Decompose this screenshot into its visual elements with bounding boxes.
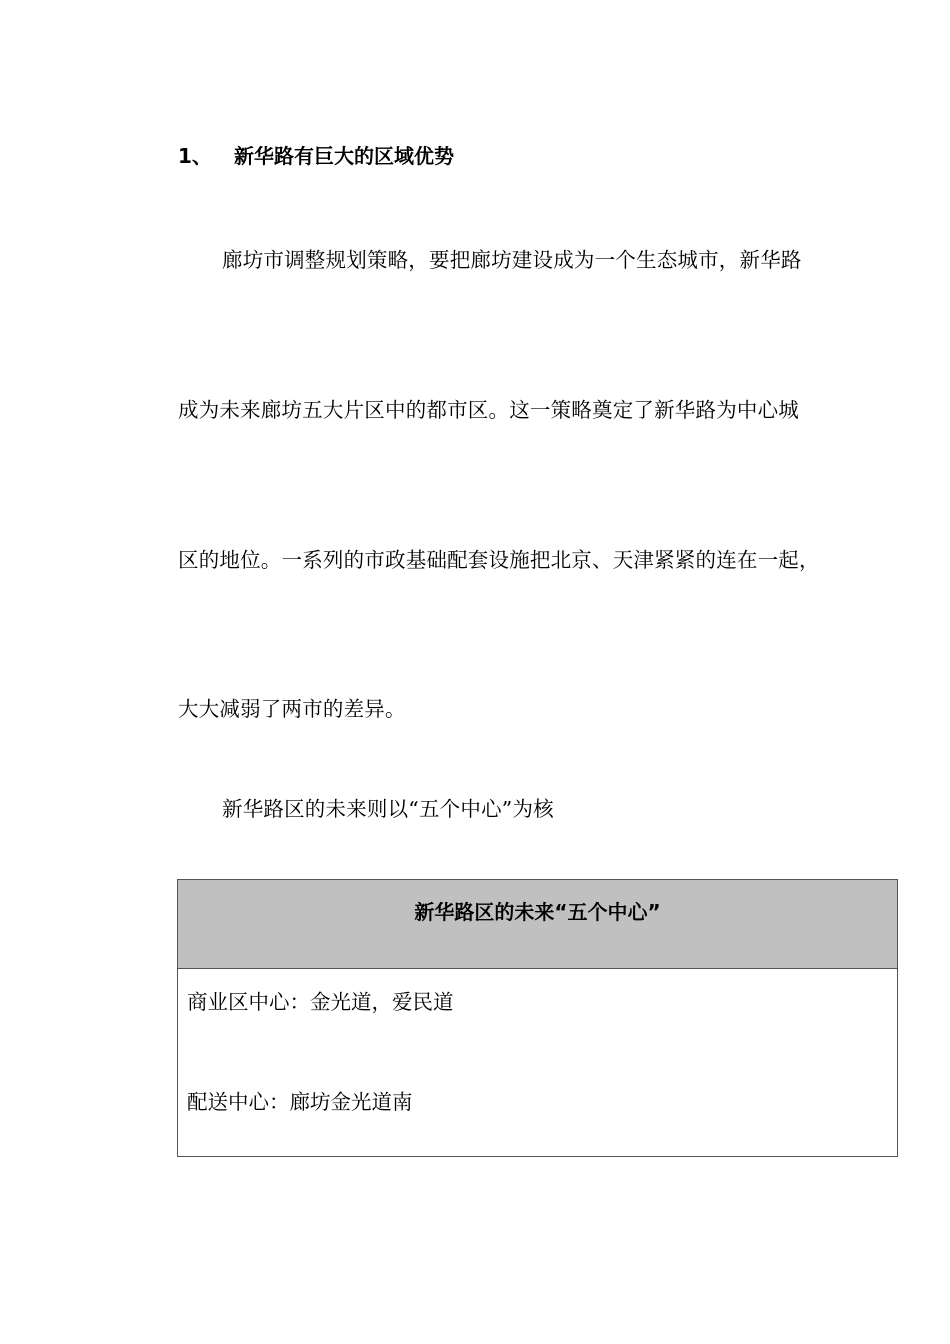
paragraph-line-1: 廊坊市调整规划策略，要把廊坊建设成为一个生态城市，新华路 xyxy=(222,248,802,272)
intro-line: 新华路区的未来则以“五个中心”为核 xyxy=(222,797,554,821)
table-header: 新华路区的未来“五个中心” xyxy=(178,880,897,969)
table-body xyxy=(178,969,897,1157)
section-number: 1、 xyxy=(178,144,212,168)
paragraph-line-3: 区的地位。一系列的市政基础配套设施把北京、天津紧紧的连在一起， xyxy=(178,548,820,572)
five-centers-table xyxy=(177,879,898,1157)
section-title: 新华路有巨大的区域优势 xyxy=(234,144,454,168)
section-heading xyxy=(178,140,454,169)
table-row: 配送中心：廊坊金光道南 xyxy=(187,1090,413,1114)
paragraph-line-2: 成为未来廊坊五大片区中的都市区。这一策略奠定了新华路为中心城 xyxy=(178,398,799,422)
table-row: 商业区中心：金光道，爱民道 xyxy=(187,990,454,1014)
paragraph-line-4: 大大减弱了两市的差异。 xyxy=(178,697,406,721)
